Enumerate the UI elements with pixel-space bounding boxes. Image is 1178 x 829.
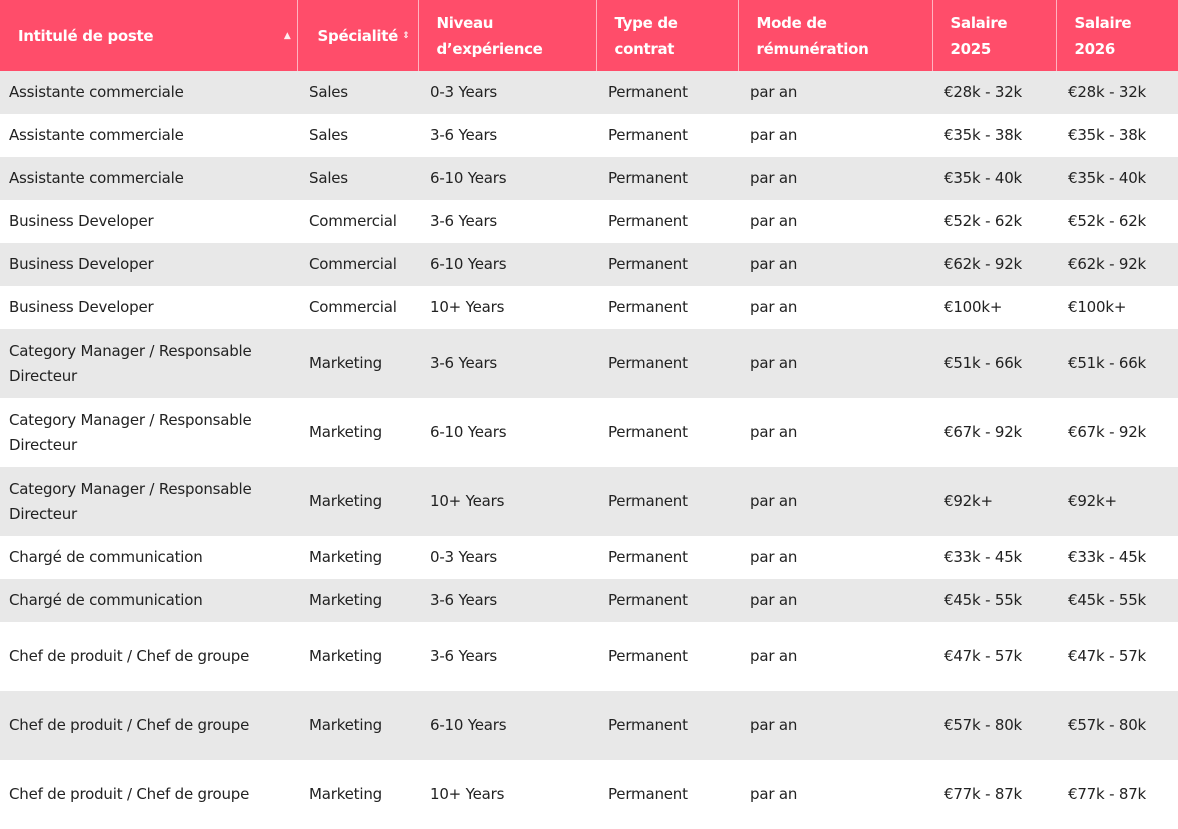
table-row <box>0 200 1178 243</box>
job-title-cell: Assistante commerciale <box>9 169 184 187</box>
experience-cell: 3-6 Years <box>430 591 498 609</box>
specialty-cell: Commercial <box>309 212 397 230</box>
job-title-cell: Chargé de communication <box>9 591 203 609</box>
header-label: Salaire 2025 <box>950 13 1008 58</box>
pay-mode-cell: par an <box>750 548 798 566</box>
experience-cell: 10+ Years <box>430 785 505 803</box>
sort-ascending-icon[interactable]: ▲ <box>283 30 291 41</box>
job-title-cell: Category Manager / Responsable Directeur <box>9 341 252 385</box>
salary-2025-cell: €35k - 40k <box>944 169 1023 187</box>
header-label: Niveau d’expérience <box>436 13 543 58</box>
pay-mode-cell: par an <box>750 591 798 609</box>
specialty-cell: Sales <box>309 169 348 187</box>
pay-mode-cell: par an <box>750 716 798 734</box>
contract-type-cell: Permanent <box>608 785 688 803</box>
experience-cell: 6-10 Years <box>430 423 507 441</box>
specialty-cell: Marketing <box>309 548 382 566</box>
salary-2026-cell: €62k - 92k <box>1068 255 1147 273</box>
specialty-cell: Marketing <box>309 492 382 510</box>
salary-2025-cell: €57k - 80k <box>944 716 1023 734</box>
header-job-title[interactable] <box>0 0 297 71</box>
experience-cell: 6-10 Years <box>430 255 507 273</box>
experience-cell: 10+ Years <box>430 298 505 316</box>
table-row <box>0 114 1178 157</box>
specialty-cell: Marketing <box>309 785 382 803</box>
pay-mode-cell: par an <box>750 255 798 273</box>
table-row <box>0 398 1178 467</box>
salary-2025-cell: €35k - 38k <box>944 126 1023 144</box>
salary-2025-cell: €28k - 32k <box>944 83 1023 101</box>
specialty-cell: Marketing <box>309 354 382 372</box>
salary-2026-cell: €77k - 87k <box>1068 785 1147 803</box>
table-row <box>0 157 1178 200</box>
salary-2026-cell: €33k - 45k <box>1068 548 1147 566</box>
experience-cell: 10+ Years <box>430 492 505 510</box>
header-contract-type[interactable] <box>596 0 738 71</box>
header-specialty[interactable] <box>297 0 418 71</box>
contract-type-cell: Permanent <box>608 716 688 734</box>
contract-type-cell: Permanent <box>608 492 688 510</box>
table-row <box>0 579 1178 622</box>
experience-cell: 0-3 Years <box>430 548 498 566</box>
pay-mode-cell: par an <box>750 83 798 101</box>
header-label: Mode de rémunération <box>756 13 869 58</box>
salary-2026-cell: €57k - 80k <box>1068 716 1147 734</box>
contract-type-cell: Permanent <box>608 298 688 316</box>
job-title-cell: Category Manager / Responsable Directeur <box>9 479 252 523</box>
salary-2026-cell: €47k - 57k <box>1068 647 1147 665</box>
job-title-cell: Business Developer <box>9 212 154 230</box>
table-row <box>0 536 1178 579</box>
salary-2025-cell: €62k - 92k <box>944 255 1023 273</box>
job-title-cell: Chef de produit / Chef de groupe <box>9 716 250 734</box>
salary-2026-cell: €52k - 62k <box>1068 212 1147 230</box>
job-title-cell: Business Developer <box>9 298 154 316</box>
table-row <box>0 622 1178 691</box>
table-row <box>0 329 1178 398</box>
header-salary-2026[interactable] <box>1056 0 1178 71</box>
table-row <box>0 760 1178 829</box>
header-pay-mode[interactable] <box>738 0 932 71</box>
specialty-cell: Commercial <box>309 255 397 273</box>
specialty-cell: Marketing <box>309 716 382 734</box>
specialty-cell: Commercial <box>309 298 397 316</box>
header-experience[interactable] <box>418 0 596 71</box>
contract-type-cell: Permanent <box>608 423 688 441</box>
header-label: Spécialité <box>317 26 398 45</box>
salary-2026-cell: €35k - 40k <box>1068 169 1147 187</box>
job-title-cell: Chef de produit / Chef de groupe <box>9 647 250 665</box>
contract-type-cell: Permanent <box>608 212 688 230</box>
experience-cell: 3-6 Years <box>430 126 498 144</box>
table-row <box>0 691 1178 760</box>
salary-2025-cell: €51k - 66k <box>944 354 1023 372</box>
header-label: Salaire 2026 <box>1074 13 1132 58</box>
table-body <box>0 71 1178 829</box>
contract-type-cell: Permanent <box>608 169 688 187</box>
specialty-cell: Marketing <box>309 591 382 609</box>
specialty-cell: Marketing <box>309 423 382 441</box>
pay-mode-cell: par an <box>750 298 798 316</box>
pay-mode-cell: par an <box>750 169 798 187</box>
pay-mode-cell: par an <box>750 126 798 144</box>
contract-type-cell: Permanent <box>608 548 688 566</box>
pay-mode-cell: par an <box>750 492 798 510</box>
contract-type-cell: Permanent <box>608 126 688 144</box>
experience-cell: 3-6 Years <box>430 212 498 230</box>
salary-2026-cell: €28k - 32k <box>1068 83 1147 101</box>
salary-2026-cell: €35k - 38k <box>1068 126 1147 144</box>
specialty-cell: Sales <box>309 126 348 144</box>
table-row <box>0 243 1178 286</box>
salary-2025-cell: €47k - 57k <box>944 647 1023 665</box>
job-title-cell: Category Manager / Responsable Directeur <box>9 410 252 454</box>
salary-2025-cell: €77k - 87k <box>944 785 1023 803</box>
salary-2025-cell: €92k+ <box>944 492 993 510</box>
table-row <box>0 467 1178 536</box>
contract-type-cell: Permanent <box>608 83 688 101</box>
salary-2026-cell: €67k - 92k <box>1068 423 1147 441</box>
job-title-cell: Chargé de communication <box>9 548 203 566</box>
header-salary-2025[interactable] <box>932 0 1056 71</box>
experience-cell: 3-6 Years <box>430 647 498 665</box>
job-title-cell: Assistante commerciale <box>9 83 184 101</box>
job-title-cell: Chef de produit / Chef de groupe <box>9 785 250 803</box>
pay-mode-cell: par an <box>750 212 798 230</box>
salary-2025-cell: €67k - 92k <box>944 423 1023 441</box>
job-title-cell: Assistante commerciale <box>9 126 184 144</box>
experience-cell: 0-3 Years <box>430 83 498 101</box>
salary-2025-cell: €52k - 62k <box>944 212 1023 230</box>
specialty-cell: Sales <box>309 83 348 101</box>
pay-mode-cell: par an <box>750 354 798 372</box>
table-row <box>0 71 1178 114</box>
contract-type-cell: Permanent <box>608 647 688 665</box>
salary-2025-cell: €100k+ <box>944 298 1003 316</box>
header-label: Intitulé de poste <box>18 26 154 45</box>
salary-2026-cell: €51k - 66k <box>1068 354 1147 372</box>
salary-2026-cell: €92k+ <box>1068 492 1117 510</box>
experience-cell: 3-6 Years <box>430 354 498 372</box>
pay-mode-cell: par an <box>750 423 798 441</box>
contract-type-cell: Permanent <box>608 591 688 609</box>
job-title-cell: Business Developer <box>9 255 154 273</box>
pay-mode-cell: par an <box>750 785 798 803</box>
pay-mode-cell: par an <box>750 647 798 665</box>
experience-cell: 6-10 Years <box>430 169 507 187</box>
experience-cell: 6-10 Years <box>430 716 507 734</box>
contract-type-cell: Permanent <box>608 255 688 273</box>
salary-2026-cell: €45k - 55k <box>1068 591 1147 609</box>
table-row <box>0 286 1178 329</box>
sort-both-icon[interactable]: ⇕ <box>402 30 410 41</box>
salary-2025-cell: €33k - 45k <box>944 548 1023 566</box>
header-row <box>0 0 1178 71</box>
specialty-cell: Marketing <box>309 647 382 665</box>
header-label: Type de contrat <box>614 13 678 58</box>
salary-2026-cell: €100k+ <box>1068 298 1127 316</box>
salary-2025-cell: €45k - 55k <box>944 591 1023 609</box>
contract-type-cell: Permanent <box>608 354 688 372</box>
